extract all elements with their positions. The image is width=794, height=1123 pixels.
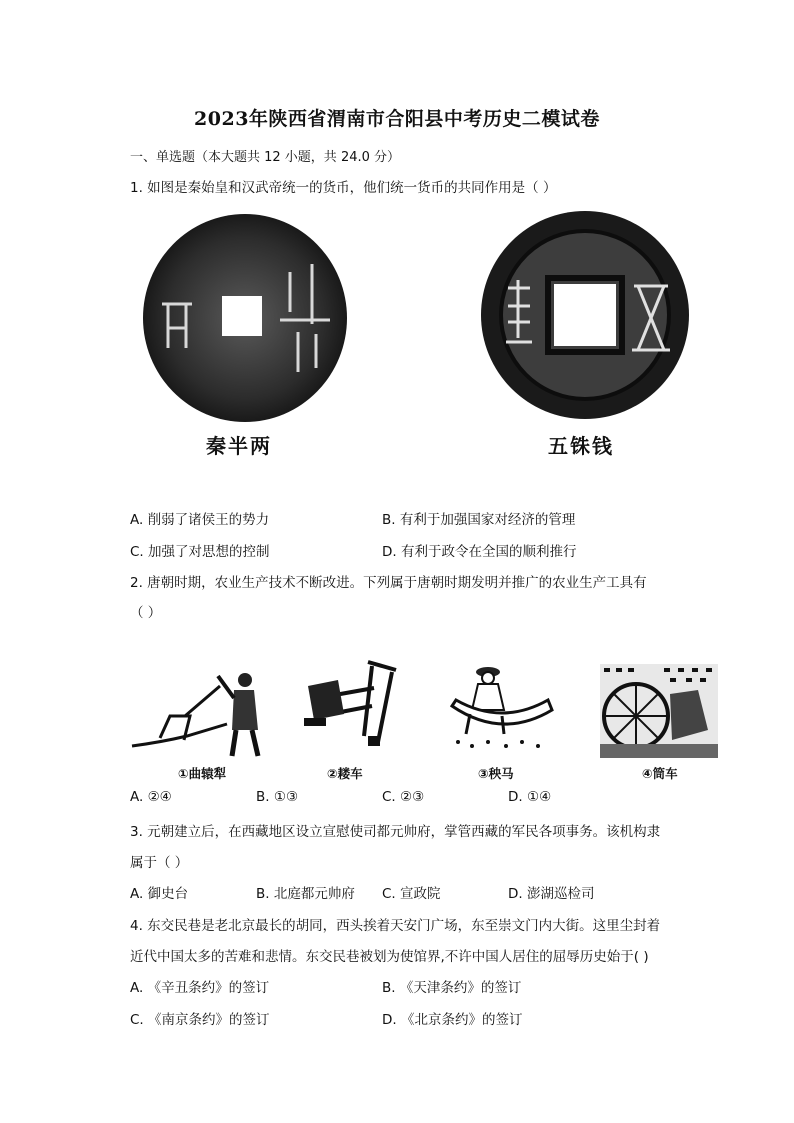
- exam-title: 2023年陕西省渭南市合阳县中考历史二模试卷: [194, 108, 600, 130]
- curved-shaft-plow-image: [130, 668, 265, 760]
- question-4-stem-line-1: 4. 东交民巷是老北京最长的胡同，西头挨着天安门广场，东至崇文门内大街。这里尘封着: [130, 918, 661, 934]
- water-wheel-image: [600, 664, 718, 758]
- q2-option-d[interactable]: D. ①④: [508, 789, 552, 805]
- section-heading: 一、单选题（本大题共 12 小题，共 24.0 分）: [130, 150, 401, 165]
- q1-option-c[interactable]: C. 加强了对思想的控制: [130, 544, 270, 560]
- q4-option-c[interactable]: C. 《南京条约》的签订: [130, 1012, 270, 1028]
- q3-option-d[interactable]: D. 澎湖巡检司: [508, 886, 595, 902]
- question-4-stem-line-2: 近代中国太多的苦难和悲情。东交民巷被划为使馆界,不许中国人居住的屈辱历史始于( ): [130, 949, 649, 965]
- qin-banliang-coin-image: [140, 212, 350, 424]
- question-1-stem: 1. 如图是秦始皇和汉武帝统一的货币，他们统一货币的共同作用是（ ）: [130, 180, 557, 196]
- q4-option-b[interactable]: B. 《天津条约》的签订: [382, 980, 522, 996]
- question-3-stem-line-1: 3. 元朝建立后，在西藏地区设立宣慰使司都元帅府，掌管西藏的军民各项事务。该机构隶: [130, 824, 661, 840]
- wuzhu-coin-image: [478, 210, 692, 420]
- q3-option-b[interactable]: B. 北庭都元帅府: [256, 886, 355, 902]
- question-3-stem-line-2: 属于（ ）: [130, 855, 189, 871]
- q3-option-c[interactable]: C. 宣政院: [382, 886, 441, 902]
- tool-caption-seedling-horse: ③秧马: [478, 766, 514, 781]
- tool-caption-water-wheel: ④筒车: [642, 766, 678, 781]
- seedling-horse-image: [448, 660, 558, 752]
- q3-option-a[interactable]: A. 御史台: [130, 886, 189, 902]
- q4-option-a[interactable]: A. 《辛丑条约》的签订: [130, 980, 270, 996]
- tool-caption-plow: ①曲辕犁: [178, 766, 227, 781]
- tool-caption-seed-drill: ②耧车: [327, 766, 363, 781]
- q2-option-a[interactable]: A. ②④: [130, 789, 172, 805]
- q4-option-d[interactable]: D. 《北京条约》的签订: [382, 1012, 523, 1028]
- q1-option-d[interactable]: D. 有利于政令在全国的顺利推行: [382, 544, 577, 560]
- q2-option-b[interactable]: B. ①③: [256, 789, 299, 805]
- question-2-stem-line-1: 2. 唐朝时期，农业生产技术不断改进。下列属于唐朝时期发明并推广的农业生产工具有: [130, 575, 647, 591]
- q2-option-c[interactable]: C. ②③: [382, 789, 425, 805]
- coin-caption-wuzhu: 五铢钱: [548, 434, 614, 458]
- q1-option-a[interactable]: A. 削弱了诸侯王的势力: [130, 512, 270, 528]
- q1-option-b[interactable]: B. 有利于加强国家对经济的管理: [382, 512, 576, 528]
- seed-drill-image: [298, 658, 403, 748]
- question-2-stem-line-2: （ ）: [130, 605, 162, 621]
- coin-caption-banliang: 秦半两: [206, 434, 272, 458]
